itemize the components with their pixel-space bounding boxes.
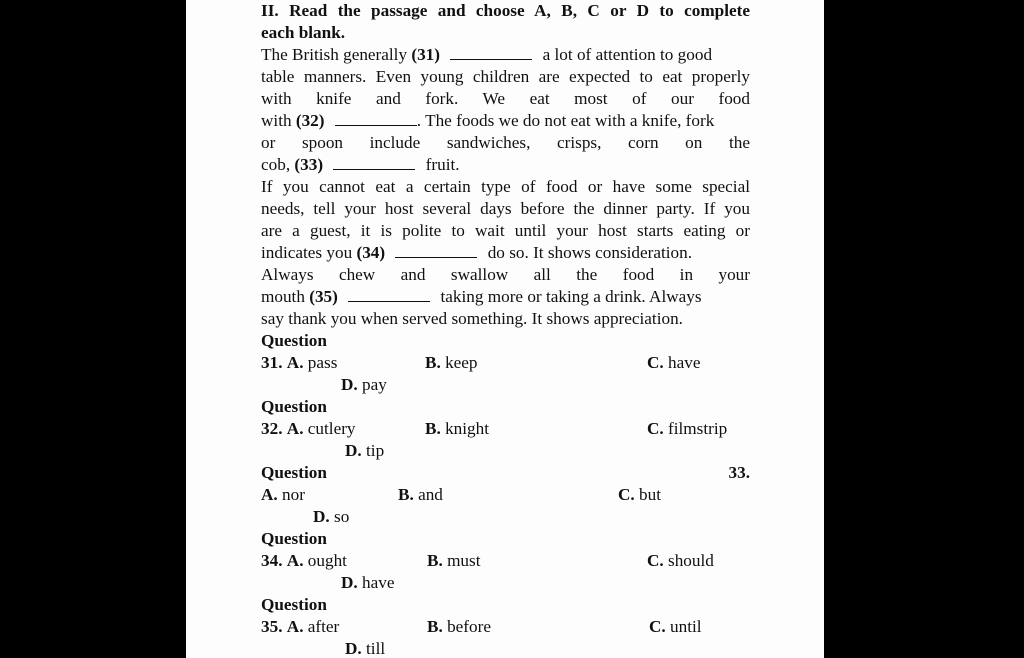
passage-text: do so. It shows consideration. xyxy=(487,243,693,262)
option-text: keep xyxy=(445,353,478,372)
question-label: Question xyxy=(261,529,327,548)
option-c xyxy=(647,550,714,572)
option-text: ought xyxy=(307,551,347,570)
option-text: and xyxy=(418,485,443,504)
passage-line: say thank you when served something. It shows appreciation. xyxy=(261,309,683,328)
option-d xyxy=(313,506,349,528)
question-label: Question xyxy=(261,331,327,350)
option-key: C. xyxy=(647,551,664,570)
question-number: 33. xyxy=(728,463,750,482)
passage-line xyxy=(261,44,750,66)
option-c xyxy=(647,352,700,374)
blank-35 xyxy=(348,287,430,302)
question-label: Question xyxy=(261,595,327,614)
option-text: nor xyxy=(282,485,305,504)
passage-line: table manners. Even young children are expected to eat properly xyxy=(261,67,750,86)
passage-line: or spoon include sandwiches, crisps, corn on the xyxy=(261,133,750,152)
option-a xyxy=(261,484,305,506)
option-key: C. xyxy=(647,419,664,438)
passage-text: The British generally xyxy=(261,45,408,64)
option-text: cutlery xyxy=(307,419,356,438)
option-b xyxy=(398,484,443,506)
option-a xyxy=(261,616,339,638)
blank-number-33: (33) xyxy=(294,155,324,174)
blank-number-34: (34) xyxy=(356,243,386,262)
passage-text: . The foods we do not eat with a knife, fork xyxy=(416,111,715,130)
option-key: B. xyxy=(425,353,441,372)
passage-text: mouth xyxy=(261,287,305,306)
option-a xyxy=(261,352,337,374)
option-key: C. xyxy=(649,617,666,636)
option-key: B. xyxy=(427,551,443,570)
option-a xyxy=(261,418,356,440)
option-key: A. xyxy=(261,485,278,504)
passage-text: a lot of attention to good xyxy=(542,45,713,64)
option-d xyxy=(341,572,394,594)
option-text: after xyxy=(307,617,340,636)
question-34-options xyxy=(261,550,750,572)
passage-text: taking more or taking a drink. Always xyxy=(440,287,702,306)
passage-text: fruit. xyxy=(425,155,460,174)
option-text: but xyxy=(639,485,661,504)
passage-line: needs, tell your host several days before the dinner party. If you xyxy=(261,199,750,218)
option-key: D. xyxy=(345,441,362,460)
question-32-option-d-row xyxy=(261,440,750,462)
option-key: D. xyxy=(345,639,362,658)
option-key: A. xyxy=(286,617,304,636)
blank-34 xyxy=(395,243,477,258)
option-key: A. xyxy=(286,353,304,372)
option-c xyxy=(649,616,702,638)
option-b xyxy=(427,550,481,572)
passage-line: If you cannot eat a certain type of food or have some special xyxy=(261,177,750,196)
option-text: before xyxy=(447,617,491,636)
option-d xyxy=(341,374,387,396)
option-text: have xyxy=(668,353,701,372)
option-key: A. xyxy=(286,419,304,438)
option-text: until xyxy=(670,617,702,636)
question-number: 35. xyxy=(261,617,283,636)
passage-text: cob, xyxy=(261,155,291,174)
option-key: C. xyxy=(618,485,635,504)
option-text: filmstrip xyxy=(668,419,728,438)
question-label: Question xyxy=(261,463,327,482)
option-d xyxy=(345,440,384,462)
option-text: so xyxy=(334,507,350,526)
option-c xyxy=(618,484,661,506)
option-key: A. xyxy=(286,551,304,570)
question-33-label-row xyxy=(261,462,750,484)
passage-line xyxy=(261,242,750,264)
question-number: 32. xyxy=(261,419,283,438)
question-35-option-d-row xyxy=(261,638,750,658)
document-content xyxy=(261,0,750,658)
option-text: must xyxy=(447,551,481,570)
option-text: have xyxy=(362,573,395,592)
passage-line: Always chew and swallow all the food in your xyxy=(261,265,750,284)
option-text: pass xyxy=(307,353,338,372)
option-key: D. xyxy=(313,507,330,526)
blank-31 xyxy=(450,45,532,60)
passage-line xyxy=(261,154,750,176)
passage-text: indicates you xyxy=(261,243,353,262)
option-b xyxy=(427,616,491,638)
option-key: B. xyxy=(398,485,414,504)
option-c xyxy=(647,418,727,440)
passage-line: with knife and fork. We eat most of our food xyxy=(261,89,750,108)
option-text: pay xyxy=(362,375,387,394)
blank-number-32: (32) xyxy=(295,111,325,130)
question-35-options xyxy=(261,616,750,638)
option-key: C. xyxy=(647,353,664,372)
option-text: knight xyxy=(445,419,489,438)
passage-line xyxy=(261,286,750,308)
question-33-option-d-row xyxy=(261,506,750,528)
option-b xyxy=(425,418,489,440)
option-a xyxy=(261,550,347,572)
option-key: D. xyxy=(341,375,358,394)
blank-32 xyxy=(335,111,417,126)
question-number: 34. xyxy=(261,551,283,570)
blank-33 xyxy=(333,155,415,170)
option-text: tip xyxy=(366,441,385,460)
passage-line xyxy=(261,110,750,132)
option-key: B. xyxy=(427,617,443,636)
blank-number-35: (35) xyxy=(309,287,338,306)
question-31-options xyxy=(261,352,750,374)
blank-number-31: (31) xyxy=(411,45,440,64)
question-33-options xyxy=(261,484,750,506)
option-b xyxy=(425,352,478,374)
option-key: D. xyxy=(341,573,358,592)
passage-text: with xyxy=(261,111,292,130)
option-d xyxy=(345,638,385,658)
question-34-option-d-row xyxy=(261,572,750,594)
passage-line: are a guest, it is polite to wait until your host starts eating or xyxy=(261,221,750,240)
section-title-continued: each blank. xyxy=(261,23,346,42)
option-text: should xyxy=(668,551,714,570)
document-page xyxy=(186,0,824,658)
option-text: till xyxy=(366,639,386,658)
question-label: Question xyxy=(261,397,327,416)
section-title: II. Read the passage and choose A, B, C or D to complete xyxy=(261,1,750,20)
option-key: B. xyxy=(425,419,441,438)
question-31-option-d-row xyxy=(261,374,750,396)
question-number: 31. xyxy=(261,353,283,372)
question-32-options xyxy=(261,418,750,440)
